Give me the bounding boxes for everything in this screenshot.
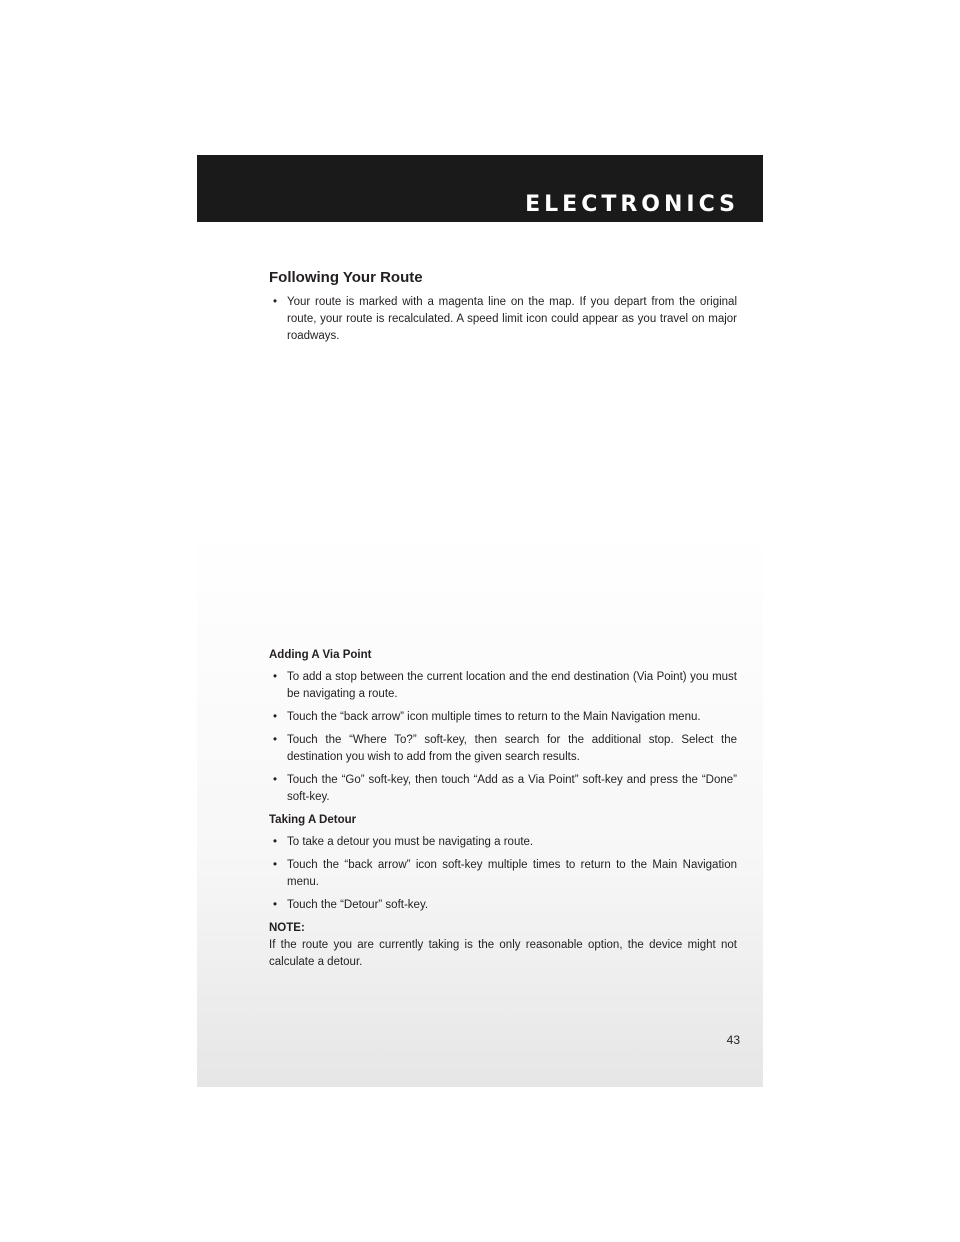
heading-adding-via-point: Adding A Via Point (269, 649, 372, 661)
list-item: • Touch the “Where To?” soft-key, then search for the additional stop. Select the destination you wish to add from the given search results. (269, 732, 737, 766)
list-item: • Touch the “back arrow” icon soft-key multiple times to return to the Main Navigation menu. (269, 857, 737, 891)
list-item: • Your route is marked with a magenta line on the map. If you depart from the original route, your route is recalculated. A speed limit icon could appear as you travel on major roadways. (269, 294, 737, 345)
blank-area (269, 351, 737, 647)
manual-page (197, 155, 763, 1087)
list-item: • To take a detour you must be navigating a route. (269, 834, 737, 851)
list-item: • Touch the “back arrow” icon multiple times to return to the Main Navigation menu. (269, 709, 737, 726)
detour-list (269, 834, 737, 914)
heading-following-your-route: Following Your Route (269, 269, 423, 286)
via-point-list (269, 669, 737, 806)
page-content (269, 268, 737, 971)
page-number: 43 (726, 1033, 740, 1047)
list-item: • Touch the “Detour” soft-key. (269, 897, 737, 914)
heading-taking-detour: Taking A Detour (269, 814, 357, 826)
header-band (197, 155, 763, 222)
following-list (269, 294, 737, 345)
list-item: • To add a stop between the current location and the end destination (Via Point) you must be navigating a route. (269, 669, 737, 703)
section-title: ELECTRONICS (525, 192, 739, 217)
note-label: NOTE: (269, 922, 305, 934)
list-item: • Touch the “Go” soft-key, then touch “Add as a Via Point” soft-key and press the “Done” soft-key. (269, 772, 737, 806)
note-text: If the route you are currently taking is the only reasonable option, the device might not calculate a detour. (269, 939, 737, 968)
